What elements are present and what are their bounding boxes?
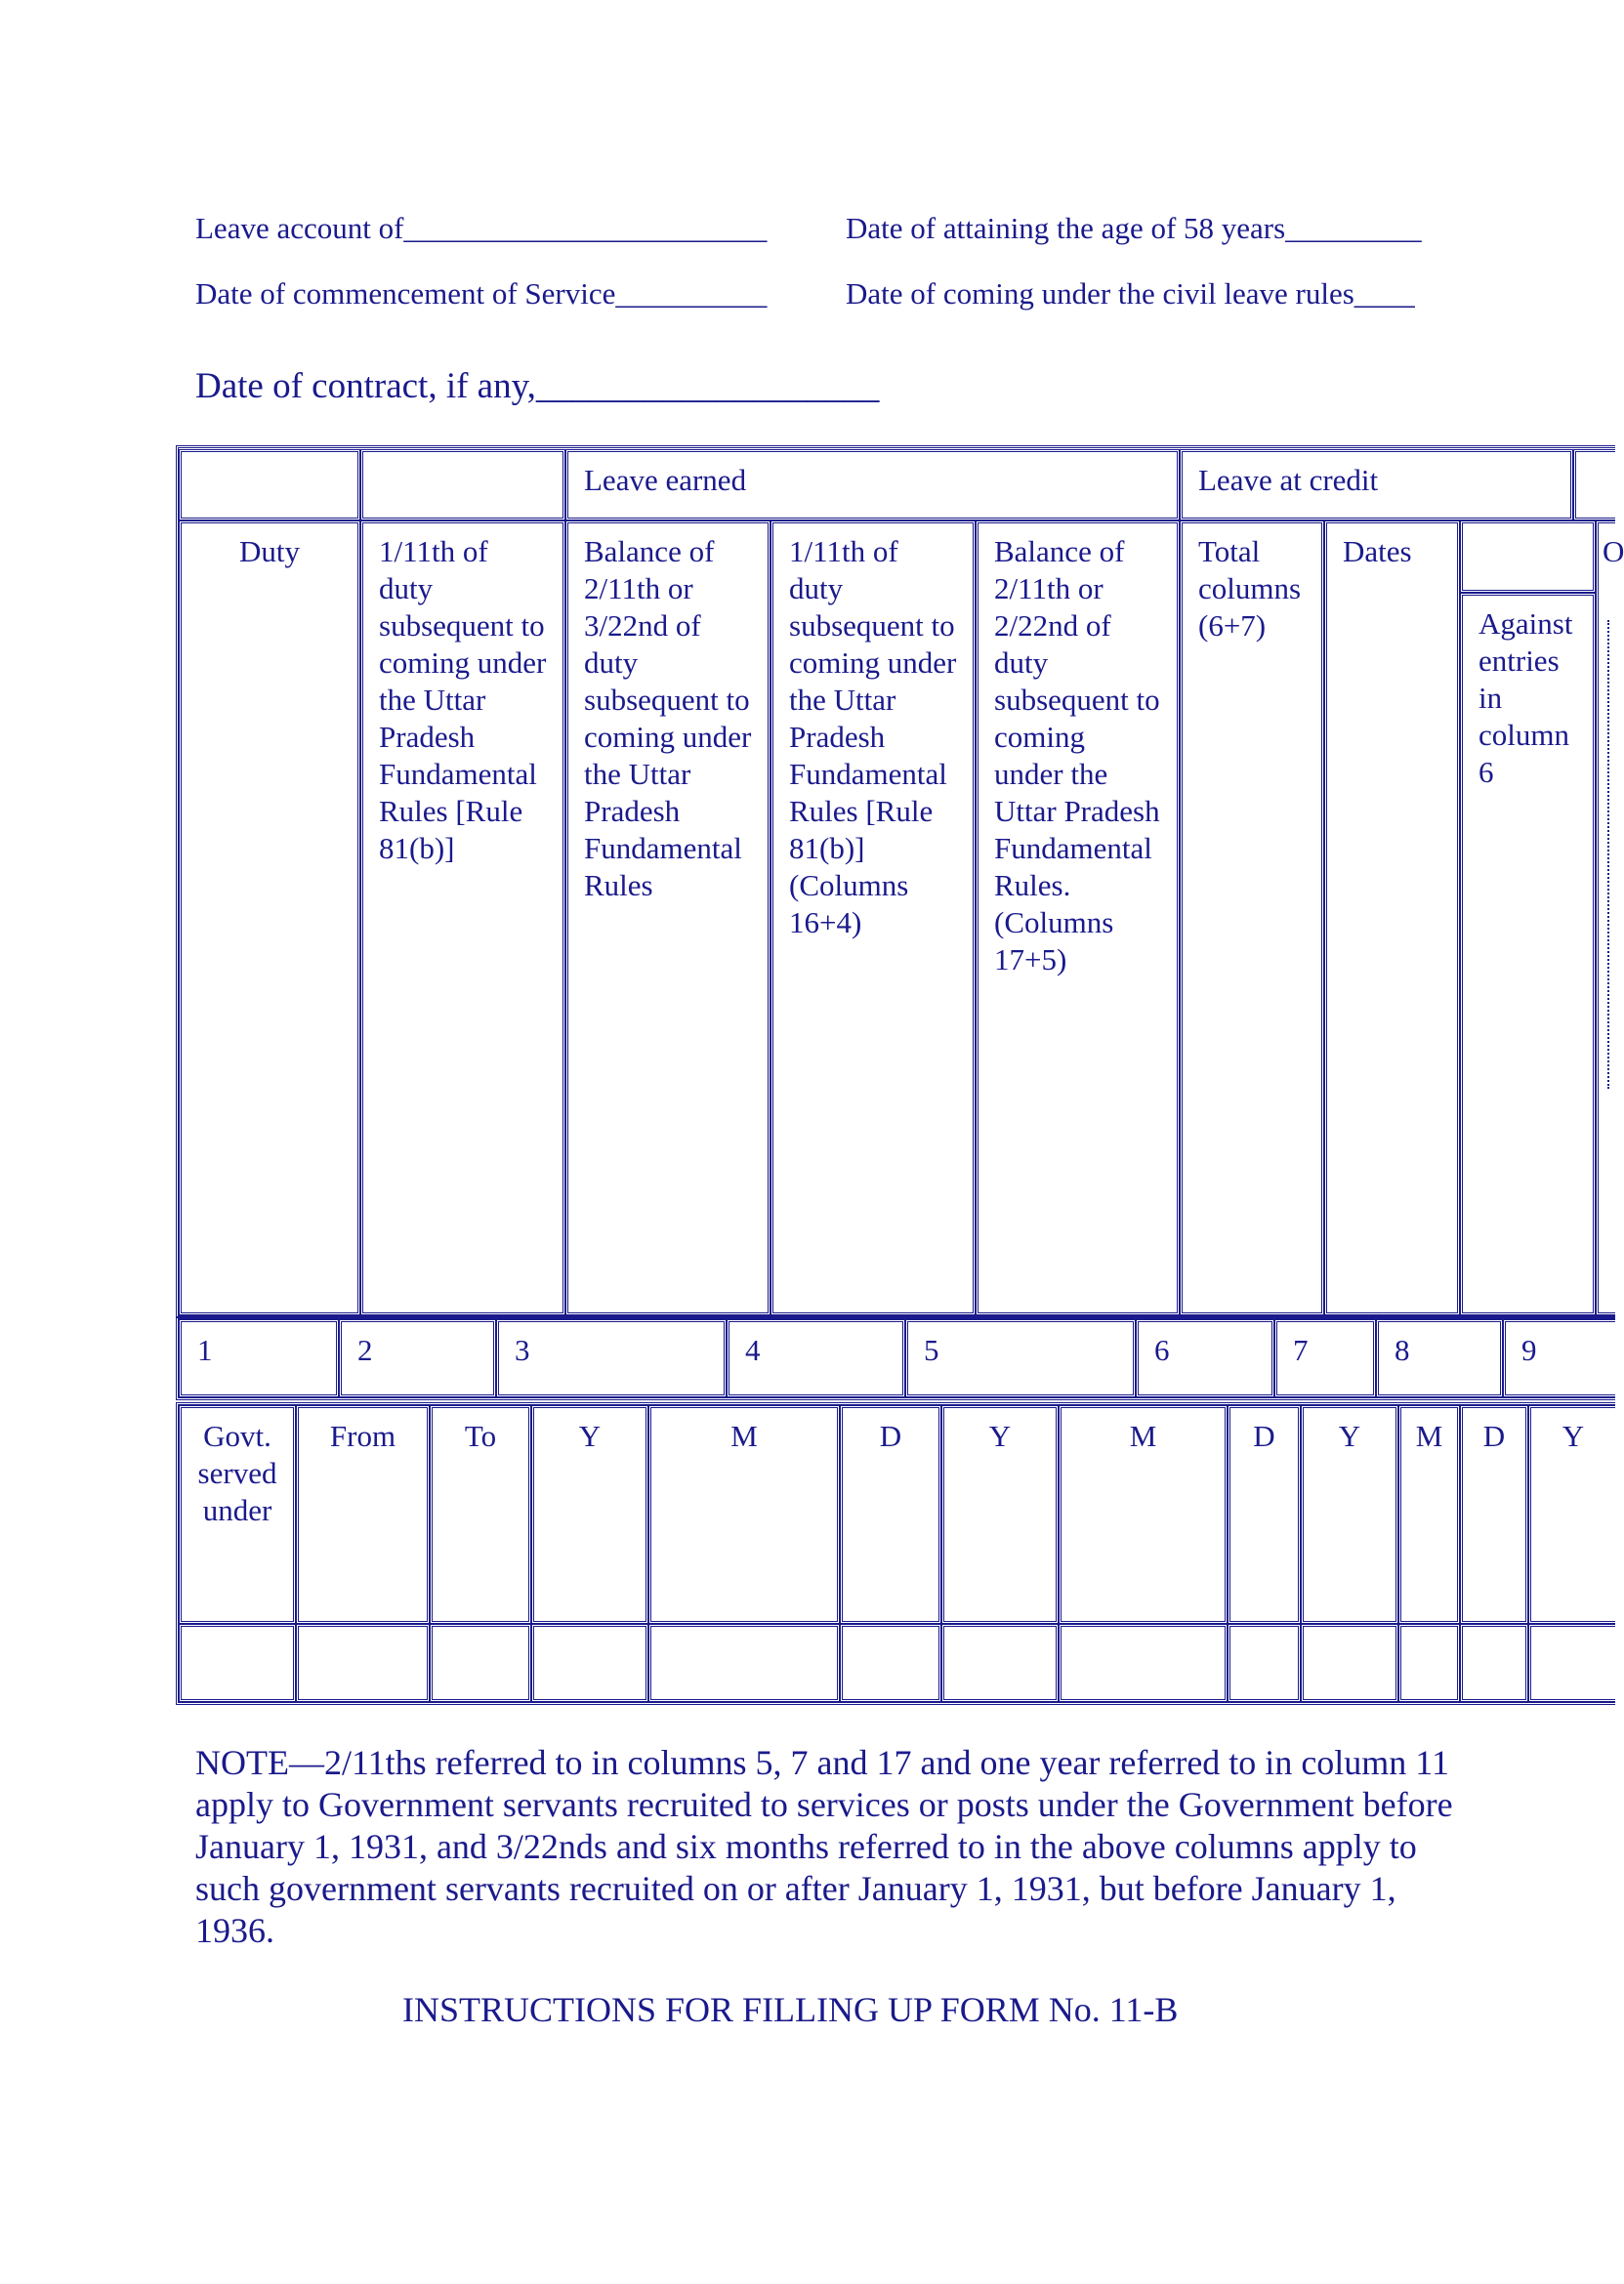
header-from: From bbox=[296, 1405, 430, 1624]
leave-at-credit-heading: Leave at credit bbox=[1180, 449, 1573, 520]
col-blank-sub-header bbox=[1460, 520, 1596, 593]
data-cell bbox=[1398, 1624, 1460, 1702]
header-years-1: Y bbox=[531, 1405, 648, 1624]
leave-account-field: Leave account of________________________ bbox=[195, 211, 768, 245]
header-days-3: D bbox=[1460, 1405, 1528, 1624]
col-one-eleventh-rule-81b: 1/11th of duty subsequent to coming under the Uttar Pradesh Fundamental Rules [Rule 81(b)] bbox=[360, 520, 565, 1315]
col-cut-off: O bbox=[1596, 520, 1615, 1315]
col-one-eleventh-columns-16-4: 1/11th of duty subsequent to coming under the Uttar Pradesh Fundamental Rules [Rule 81(b)] (Columns 16+4) bbox=[770, 520, 976, 1315]
header-months-2: M bbox=[1059, 1405, 1228, 1624]
header-to: To bbox=[430, 1405, 531, 1624]
col-number-5: 5 bbox=[905, 1319, 1136, 1397]
instructions-heading: INSTRUCTIONS FOR FILLING UP FORM No. 11-B bbox=[402, 1990, 1179, 2029]
note-paragraph: NOTE—2/11ths referred to in columns 5, 7 and 17 and one year referred to in column 11 apply to Government servants recruited to services or posts under the Government before January 1, 1931, and 3/22nds and six months referred to in the above columns apply to such government servants recruited on or after January 1, 1931, but before January 1, 1936. bbox=[195, 1743, 1453, 1950]
top-cell-blank-1 bbox=[179, 449, 360, 520]
civil-leave-date-field: Date of coming under the civil leave rules____ bbox=[846, 276, 1415, 311]
col-total-6-7: Total columns (6+7) bbox=[1180, 520, 1324, 1315]
contract-date-field: Date of contract, if any,___________________ bbox=[195, 366, 880, 406]
col-number-6: 6 bbox=[1136, 1319, 1274, 1397]
col-number-3: 3 bbox=[496, 1319, 727, 1397]
data-cell bbox=[1301, 1624, 1398, 1702]
col-dates: Dates bbox=[1324, 520, 1460, 1315]
header-years-4: Y bbox=[1528, 1405, 1615, 1624]
data-cell bbox=[1228, 1624, 1301, 1702]
data-cell bbox=[179, 1624, 296, 1702]
data-cell bbox=[648, 1624, 840, 1702]
header-years-3: Y bbox=[1301, 1405, 1398, 1624]
header-years-2: Y bbox=[941, 1405, 1059, 1624]
data-cell bbox=[1059, 1624, 1228, 1702]
col-balance-two-eleventh: Balance of 2/11th or 3/22nd of duty subsequent to coming under the Uttar Pradesh Fundamental Rules bbox=[565, 520, 770, 1315]
service-commencement-field: Date of commencement of Service__________ bbox=[195, 276, 768, 311]
age-58-date-field: Date of attaining the age of 58 years_________ bbox=[846, 211, 1422, 245]
leave-earned-heading: Leave earned bbox=[565, 449, 1180, 520]
data-cell bbox=[1460, 1624, 1528, 1702]
col-number-7: 7 bbox=[1274, 1319, 1376, 1397]
data-cell bbox=[941, 1624, 1059, 1702]
col-duty: Duty bbox=[179, 520, 360, 1315]
header-months-3: M bbox=[1398, 1405, 1460, 1624]
col-number-9: 9 bbox=[1503, 1319, 1615, 1397]
col-number-4: 4 bbox=[727, 1319, 905, 1397]
cut-off-text-fragments bbox=[1607, 620, 1617, 1089]
col-balance-columns-17-5: Balance of 2/11th or 2/22nd of duty subsequent to coming under the Uttar Pradesh Fundamental Rules. (Columns 17+5) bbox=[976, 520, 1180, 1315]
col-against-entries-column-6: Against entries in column 6 bbox=[1460, 593, 1596, 1315]
header-govt-served-under: Govt. served under bbox=[179, 1405, 296, 1624]
header-days-2: D bbox=[1228, 1405, 1301, 1624]
top-cell-blank-2 bbox=[360, 449, 565, 520]
data-cell bbox=[531, 1624, 648, 1702]
data-cell bbox=[296, 1624, 430, 1702]
top-cell-cut-off bbox=[1573, 449, 1615, 520]
data-cell bbox=[1528, 1624, 1615, 1702]
header-days-1: D bbox=[840, 1405, 941, 1624]
col-number-8: 8 bbox=[1376, 1319, 1503, 1397]
header-months-1: M bbox=[648, 1405, 840, 1624]
data-cell bbox=[840, 1624, 941, 1702]
data-cell bbox=[430, 1624, 531, 1702]
col-number-2: 2 bbox=[339, 1319, 496, 1397]
col-number-1: 1 bbox=[179, 1319, 339, 1397]
